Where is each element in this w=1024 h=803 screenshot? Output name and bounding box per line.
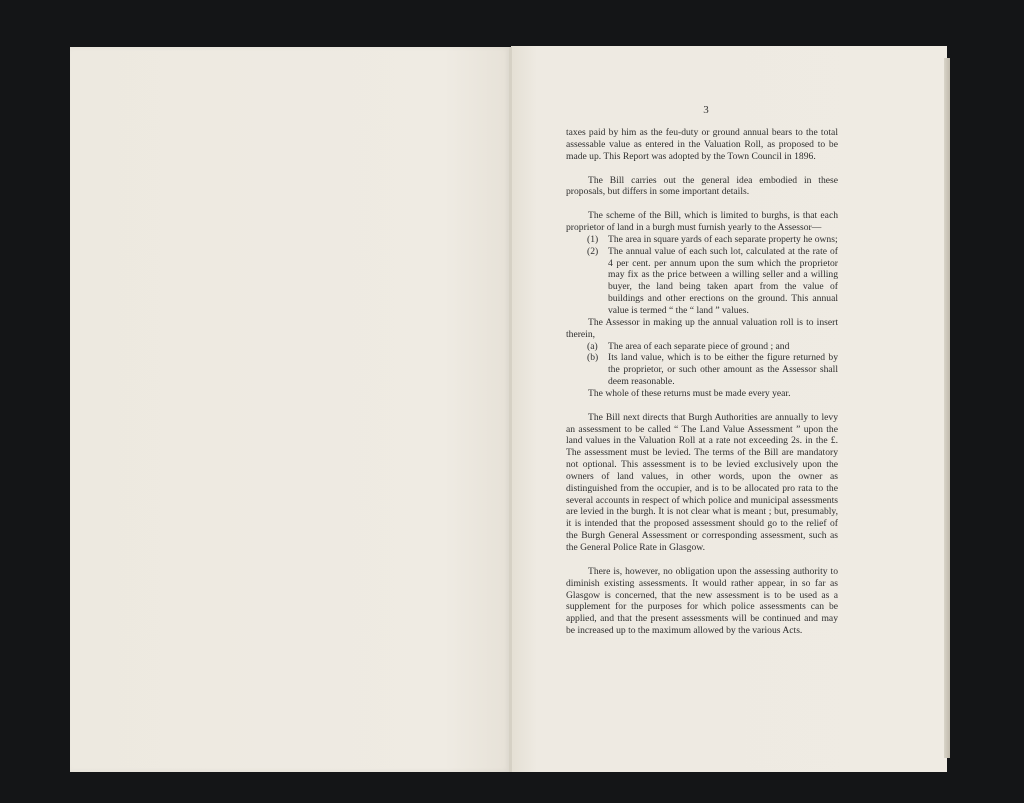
list-item-text: Its land value, which is to be either the figure returned by the proprietor, or such other amount as the Assessor shall deem reasonable. xyxy=(608,352,838,388)
list-item-letter: (b) xyxy=(587,352,599,364)
paragraph-3: The scheme of the Bill, which is limited to burghs, is that each proprietor of land in a burgh must furnish yearly to the Assessor— xyxy=(566,210,838,234)
list-item-number: (1) xyxy=(587,233,599,245)
sub-paragraph-1: The Assessor in making up the annual valuation roll is to insert therein, xyxy=(566,316,838,340)
left-page-blank xyxy=(70,47,511,772)
list-item-number: (2) xyxy=(587,245,599,257)
paragraph-1: taxes paid by him as the feu-duty or ground annual bears to the total assessable value as entered in the Valuation Roll, as proposed to be made up. This Report was adopted by the Town Council in 1896. xyxy=(566,127,838,162)
paragraph-2: The Bill carries out the general idea embodied in these proposals, but differs in some important details. xyxy=(566,174,838,198)
list-item-text: The area in square yards of each separate property he owns; xyxy=(608,233,838,245)
page-edge xyxy=(944,58,950,758)
list-item-a xyxy=(587,341,838,353)
page-body-text xyxy=(566,127,838,637)
sub-paragraph-2: The whole of these returns must be made every year. xyxy=(588,387,791,399)
list-item-letter: (a) xyxy=(587,340,598,352)
paragraph-4: The Bill next directs that Burgh Authorities are annually to levy an assessment to be called “ The Land Value Assessment ” upon the land values in the Valuation Roll at a rate not exceeding 2s. in the £. The assessment must be levied. The terms of the Bill are mandatory not optional. This assessment is to be levied exclusively upon the owners of land values, in other words, upon the owner as distinguished from the occupier, and is to be allocated pro rata to the several accounts in respect of which police and municipal assessments are levied in the burgh. It is not clear what is meant ; but, presumably, it is intended that the proposed assessment should go to the relief of the Burgh General Assessment or corresponding assessment, such as the General Police Rate in Glasgow. xyxy=(566,411,838,553)
paragraph-5: There is, however, no obligation upon the assessing authority to diminish existing assessments. It would rather appear, in so far as Glasgow is concerned, that the new assessment is to be used as a supplement for the purposes for which police assessments can be applied, and that the present assessments will be continued and may be increased up to the maximum allowed by the various Acts. xyxy=(566,565,838,637)
list-item-text: The annual value of each such lot, calculated at the rate of 4 per cent. per annum upon the sum which the proprietor may fix as the price between a willing seller and a willing buyer, the land being taken apart from the value of buildings and other erections on the ground. This annual value is termed “ the “ land ” values. xyxy=(608,245,838,316)
book-gutter xyxy=(509,47,512,772)
list-item-2 xyxy=(587,246,838,317)
list-item-1 xyxy=(587,234,838,246)
list-item-b xyxy=(587,352,838,388)
page-number: 3 xyxy=(703,104,709,116)
list-item-text: The area of each separate piece of ground ; and xyxy=(608,340,790,352)
